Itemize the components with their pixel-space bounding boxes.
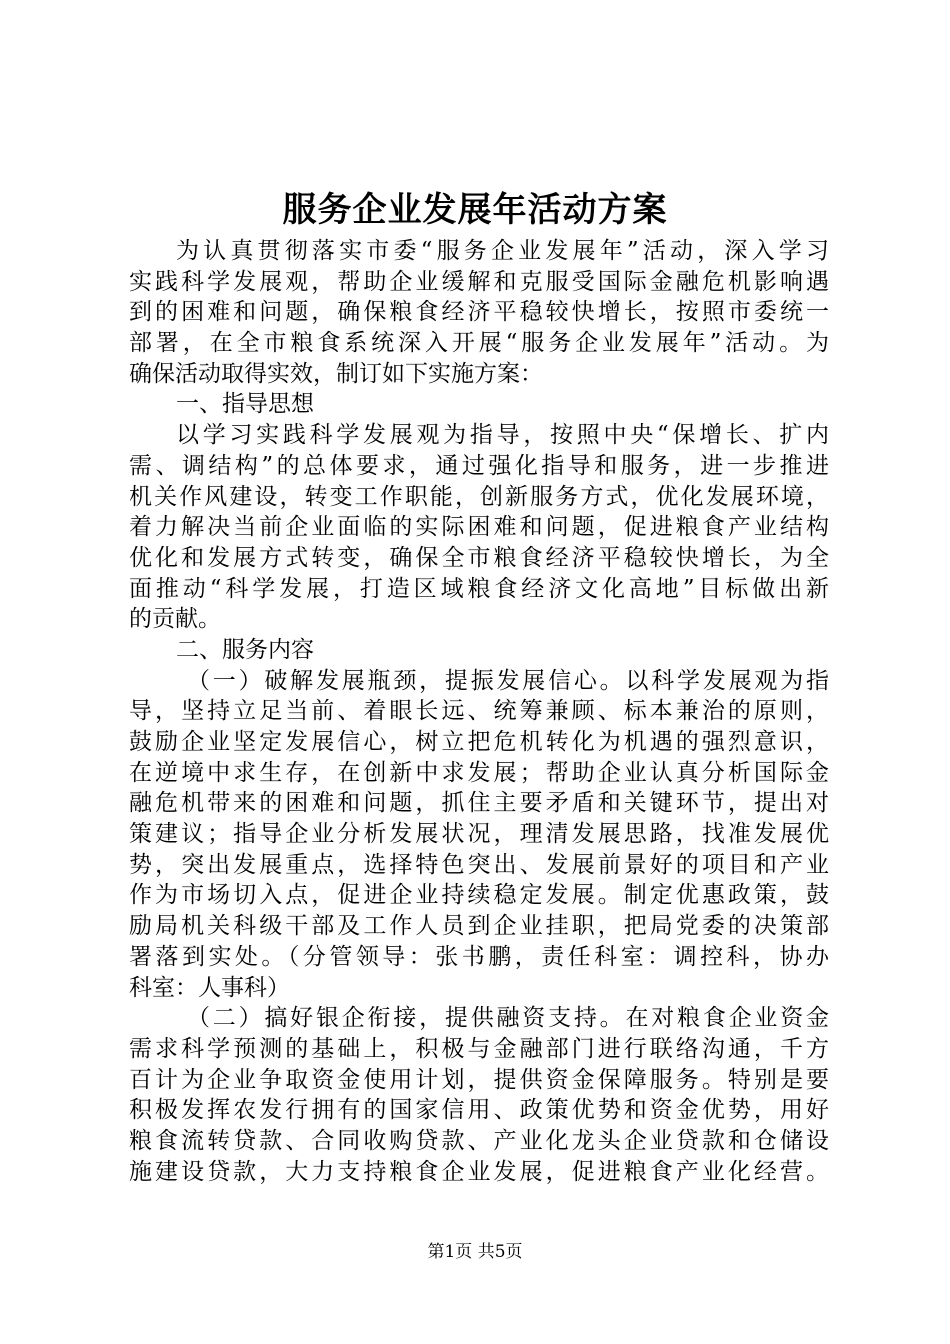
paragraph-line: 鼓励企业坚定发展信心，树立把危机转化为机遇的强烈意识， — [129, 729, 829, 755]
paragraph-line: 导，坚持立足当前、着眼长远、统筹兼顾、标本兼治的原则， — [129, 698, 829, 725]
paragraph-line: （二）搞好银企衔接，提供融资支持。在对粮食企业资金 — [187, 1005, 829, 1032]
paragraph-line: 势，突出发展重点，选择特色突出、发展前景好的项目和产业 — [129, 851, 829, 878]
paragraph-line: 需、调结构”的总体要求，通过强化指导和服务，进一步推进 — [129, 452, 829, 479]
paragraph-line: 为认真贯彻落实市委“服务企业发展年”活动，深入学习 — [176, 238, 829, 264]
section-heading: 一、指导思想 — [176, 391, 314, 418]
paragraph-line: 确保活动取得实效，制订如下实施方案： — [129, 360, 543, 387]
paragraph-line: 的贡献。 — [129, 606, 221, 633]
paragraph-line: 部署，在全市粮食系统深入开展“服务企业发展年”活动。为 — [129, 330, 829, 357]
paragraph-line: 融危机带来的困难和问题，抓住主要矛盾和关键环节，提出对 — [129, 790, 829, 817]
paragraph-line: 需求科学预测的基础上，积极与金融部门进行联络沟通，千方 — [129, 1035, 829, 1062]
paragraph-line: 着力解决当前企业面临的实际困难和问题，促进粮食产业结构 — [129, 514, 829, 541]
page-number-footer: 第1页 共5页 — [427, 1242, 523, 1262]
paragraph-line: 策建议；指导企业分析发展状况，理清发展思路，找准发展优 — [129, 821, 829, 848]
paragraph-line: 署落到实处。（分管领导：张书鹏，责任科室：调控科，协办 — [129, 943, 829, 970]
paragraph-line: 作为市场切入点，促进企业持续稳定发展。制定优惠政策，鼓 — [129, 882, 829, 909]
paragraph-line: 优化和发展方式转变，确保全市粮食经济平稳较快增长，为全 — [129, 544, 829, 571]
paragraph-line: 积极发挥农发行拥有的国家信用、政策优势和资金优势，用好 — [129, 1097, 829, 1124]
paragraph-line: （一）破解发展瓶颈，提振发展信心。以科学发展观为指 — [187, 667, 829, 694]
paragraph-line: 到的困难和问题，确保粮食经济平稳较快增长，按照市委统一 — [129, 299, 829, 326]
paragraph-line: 实践科学发展观，帮助企业缓解和克服受国际金融危机影响遇 — [129, 268, 829, 295]
paragraph-line: 励局机关科级干部及工作人员到企业挂职，把局党委的决策部 — [129, 913, 829, 940]
document-body — [129, 236, 829, 1187]
paragraph-line: 粮食流转贷款、合同收购贷款、产业化龙头企业贷款和仓储设 — [129, 1127, 829, 1154]
paragraph-line: 施建设贷款，大力支持粮食企业发展，促进粮食产业化经营。 — [129, 1158, 829, 1185]
paragraph-line: 机关作风建设，转变工作职能，创新服务方式，优化发展环境， — [129, 483, 829, 510]
paragraph-line: 在逆境中求生存，在创新中求发展；帮助企业认真分析国际金 — [129, 759, 829, 786]
paragraph-line: 科室：人事科） — [129, 974, 290, 1001]
paragraph-line: 面推动“科学发展，打造区域粮食经济文化高地”目标做出新 — [129, 575, 829, 602]
paragraph-line: 以学习实践科学发展观为指导，按照中央“保增长、扩内 — [176, 422, 829, 449]
paragraph-line: 百计为企业争取资金使用计划，提供资金保障服务。特别是要 — [129, 1066, 829, 1093]
document-title: 服务企业发展年活动方案 — [282, 190, 668, 230]
section-heading: 二、服务内容 — [176, 636, 314, 663]
